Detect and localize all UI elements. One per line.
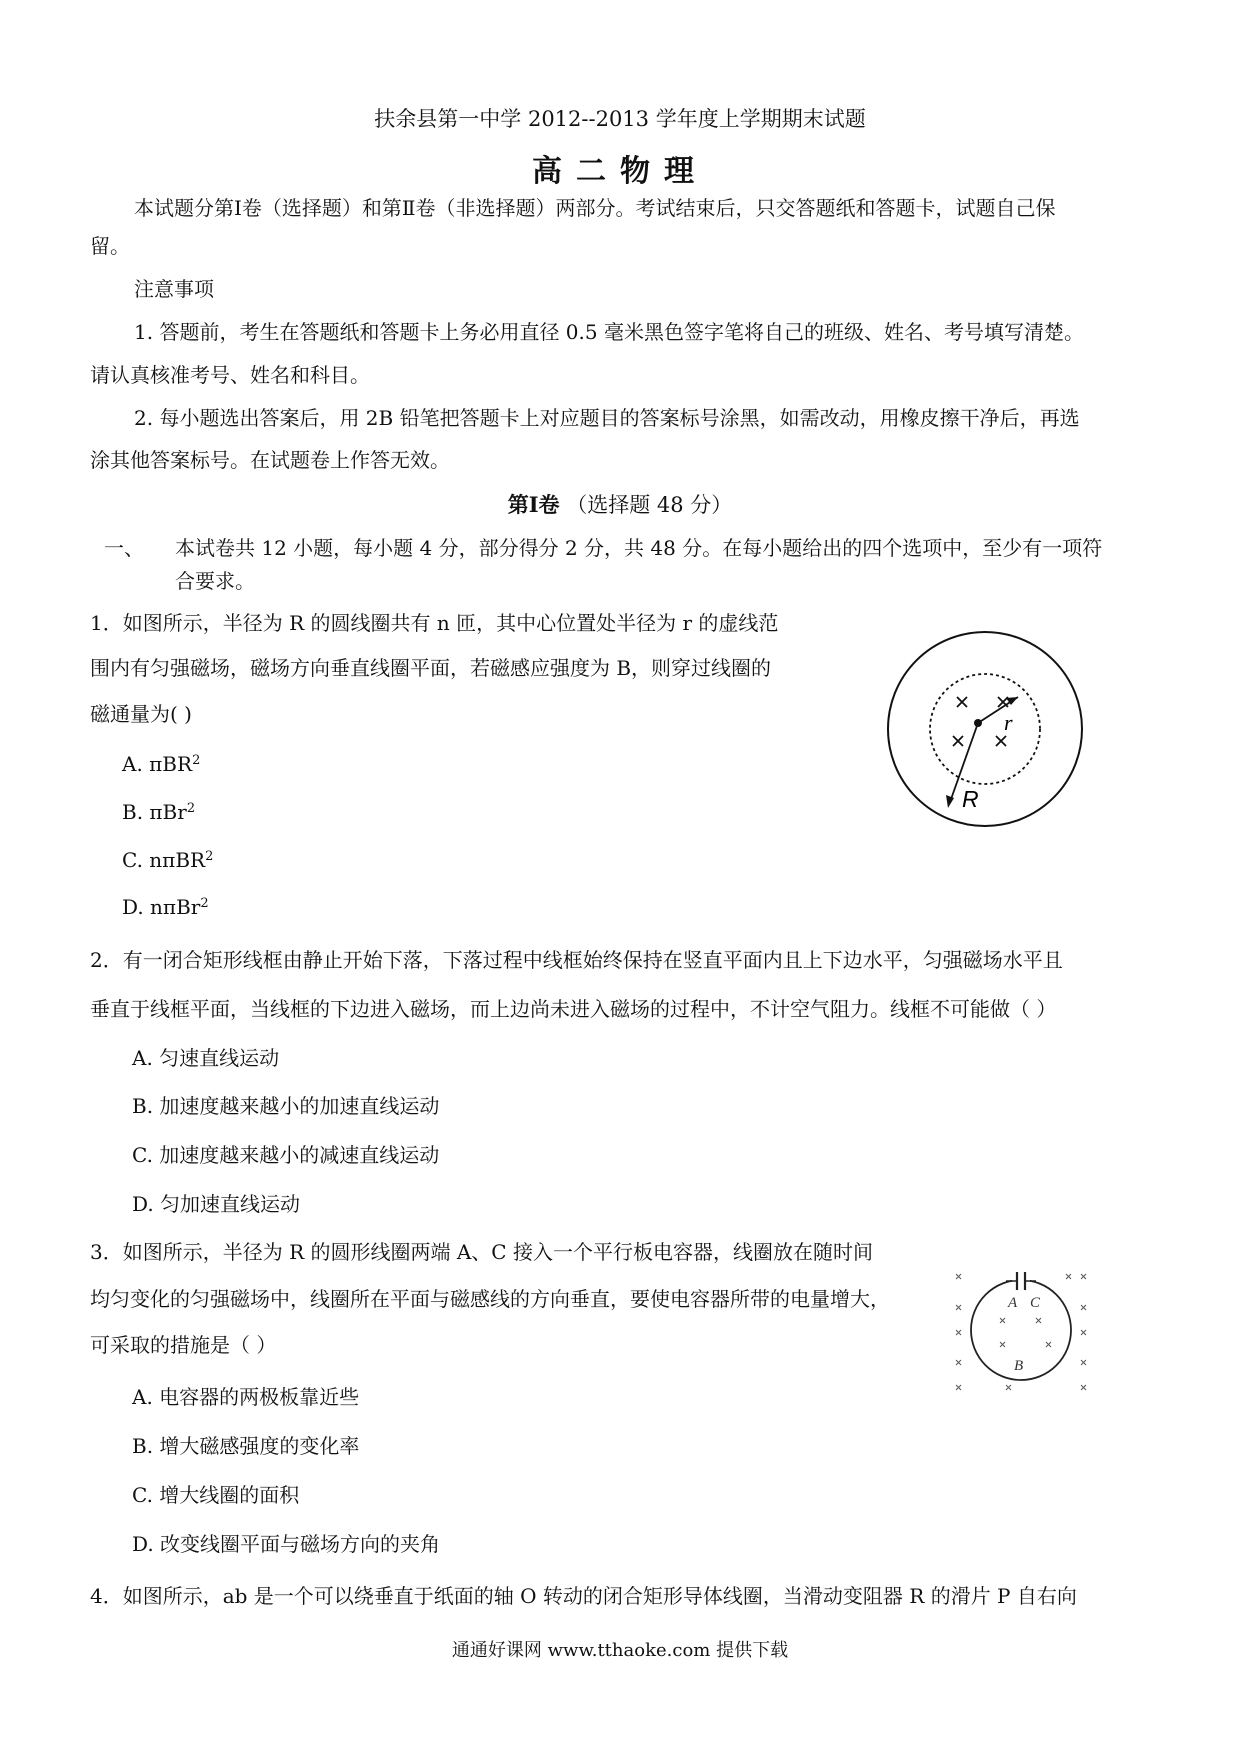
q1-option-b <box>122 798 195 826</box>
q3-option-b: B. 增大磁感强度的变化率 <box>132 1434 360 1458</box>
note-1-line-1: 1. 答题前，考生在答题纸和答题卡上务必用直径 0.5 毫米黑色签字笔将自己的班级、姓名、考号填写清楚。 <box>134 320 1084 344</box>
q1-option-c-exp: 2 <box>205 849 214 864</box>
q1-option-d <box>122 893 209 921</box>
notice-heading: 注意事项 <box>134 277 214 301</box>
section-heading-rest: （选择题 48 分） <box>559 493 733 517</box>
page-footer: 通通好课网 www.tthaoke.com 提供下载 <box>451 1640 789 1661</box>
subject-title: 高二物理 <box>532 154 708 189</box>
q1-option-c-text: C. nπBR <box>122 848 206 872</box>
q3-stem-line-1: 3．如图所示，半径为 R 的圆形线圈两端 A、C 接入一个平行板电容器，线圈放在随时间 <box>90 1240 873 1264</box>
q1-stem-line-2: 围内有匀强磁场，磁场方向垂直线圈平面，若磁感应强度为 B，则穿过线圈的 <box>90 656 772 680</box>
q1-option-a <box>122 750 200 778</box>
q1-stem-line-1: 1．如图所示，半径为 R 的圆线圈共有 n 匝，其中心位置处半径为 r 的虚线范 <box>90 611 779 635</box>
radius-R-label: R <box>962 786 979 812</box>
note-2-line-1: 2. 每小题选出答案后，用 2B 铅笔把答题卡上对应题目的答案标号涂黑，如需改动，用橡皮擦干净后，再选 <box>134 406 1080 430</box>
intro-line-2: 留。 <box>90 234 130 258</box>
q2-stem-line-2: 垂直于线框平面，当线框的下边进入磁场，而上边尚未进入磁场的过程中，不计空气阻力。线框不可能做（ ） <box>90 997 1057 1021</box>
capacitor-gap <box>1012 1271 1030 1285</box>
q2-option-c: C. 加速度越来越小的减速直线运动 <box>132 1143 440 1167</box>
intro-line-1: 本试题分第Ⅰ卷（选择题）和第Ⅱ卷（非选择题）两部分。考试结束后，只交答题纸和答题卡，试题自己保 <box>134 196 1056 220</box>
section-desc-line-1: 本试卷共 12 小题，每小题 4 分，部分得分 2 分，共 48 分。在每小题给出的四个选项中，至少有一项符 <box>175 536 1103 560</box>
q4-stem-line-1: 4．如图所示，ab 是一个可以绕垂直于纸面的轴 O 转动的闭合矩形导体线圈，当滑动变阻器 R 的滑片 P 自右向 <box>90 1584 1077 1608</box>
section-heading <box>0 489 1240 519</box>
q3-capacitor-coil-figure <box>948 1262 1098 1402</box>
section-desc-line-2: 合要求。 <box>175 569 255 593</box>
q3-stem-line-3: 可采取的措施是（ ） <box>90 1333 277 1357</box>
field-region-circle <box>930 674 1040 784</box>
q1-option-d-exp: 2 <box>200 896 209 911</box>
q3-option-d: D. 改变线圈平面与磁场方向的夹角 <box>132 1532 441 1556</box>
q2-option-a: A. 匀速直线运动 <box>132 1046 280 1070</box>
q3-option-c: C. 增大线圈的面积 <box>132 1483 300 1507</box>
q1-option-c <box>122 846 213 874</box>
point-B-label: B <box>1014 1358 1024 1374</box>
note-2-line-2: 涂其他答案标号。在试题卷上作答无效。 <box>90 448 450 472</box>
q3-option-a: A. 电容器的两极板靠近些 <box>132 1385 360 1409</box>
q1-option-b-exp: 2 <box>186 801 196 816</box>
radius-r-label: r <box>1004 710 1013 735</box>
outer-coil-circle <box>888 632 1082 826</box>
q1-option-d-text: D. nπBr <box>122 895 201 919</box>
q1-option-b-text: B. πBr <box>122 800 187 824</box>
point-C-label: C <box>1030 1295 1041 1311</box>
point-A-label: A <box>1008 1295 1018 1311</box>
q1-option-a-exp: 2 <box>192 753 201 768</box>
q1-coil-figure <box>880 624 1090 834</box>
q3-stem-line-2: 均匀变化的匀强磁场中，线圈所在平面与磁感线的方向垂直，要使电容器所带的电量增大， <box>90 1287 890 1311</box>
q2-option-b: B. 加速度越来越小的加速直线运动 <box>132 1094 440 1118</box>
note-1-line-2: 请认真核准考号、姓名和科目。 <box>90 363 370 387</box>
q2-stem-line-1: 2．有一闭合矩形线框由静止开始下落，下落过程中线框始终保持在竖直平面内且上下边水平，匀强磁场水平且 <box>90 948 1063 972</box>
section-heading-bold: 第Ⅰ卷 <box>507 492 560 517</box>
q2-option-d: D. 匀加速直线运动 <box>132 1192 301 1216</box>
q1-stem-line-3: 磁通量为( ) <box>90 702 192 726</box>
large-radius-arrowhead <box>946 795 954 808</box>
exam-title: 扶余县第一中学 2012--2013 学年度上学期期末试题 <box>374 107 866 131</box>
q1-option-a-text: A. πBR <box>122 752 193 776</box>
section-number: 一、 <box>104 536 144 560</box>
